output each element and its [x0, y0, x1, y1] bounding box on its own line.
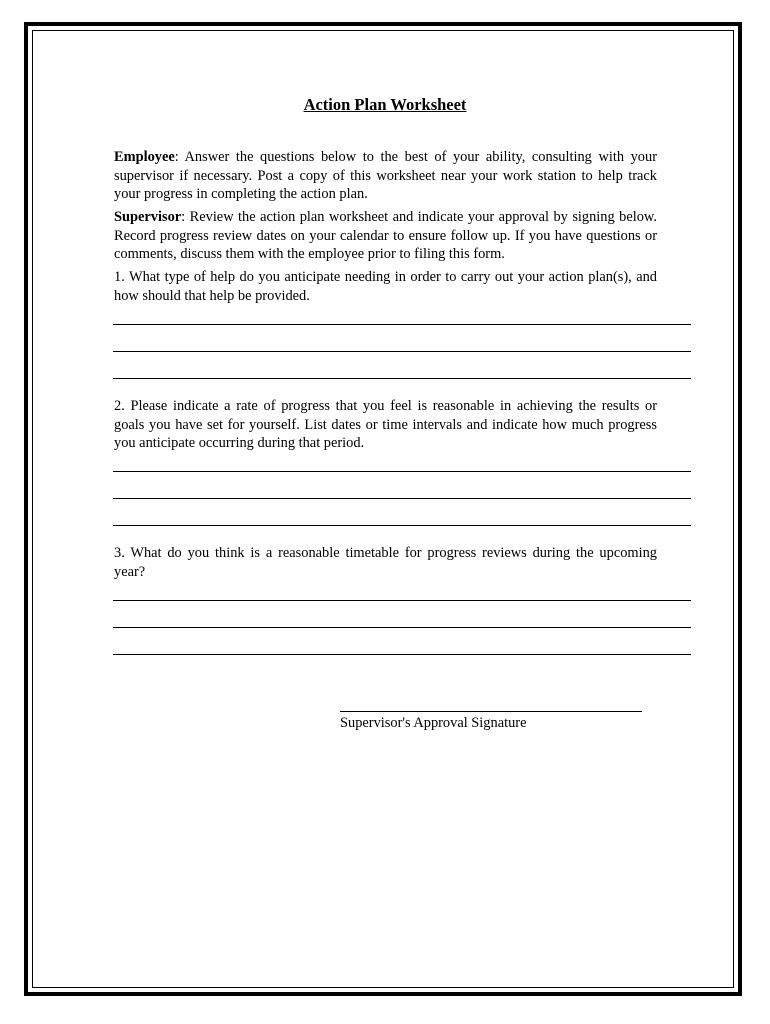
answer-line-3b[interactable]: [113, 627, 691, 628]
supervisor-label: Supervisor: [114, 209, 182, 225]
employee-text: : Answer the questions below to the best of your ability, consulting with your supervisor if necessary. Post a copy of this worksheet near your work station to help track your progress in completing the action plan.: [114, 149, 657, 202]
question-3: 3. What do you think is a reasonable timetable for progress reviews during the upcoming year?: [114, 545, 657, 580]
answer-line-1c[interactable]: [113, 378, 691, 379]
employee-instructions: [114, 148, 657, 204]
supervisor-text: : Review the action plan worksheet and indicate your approval by signing below. Record progress review dates on your calendar to ensure follow up. If you have questions or comments, discuss them with the employee prior to filing this form.: [114, 209, 657, 262]
answer-line-2c[interactable]: [113, 525, 691, 526]
supervisor-instructions: [114, 208, 657, 264]
answer-line-2a[interactable]: [113, 471, 691, 472]
answer-line-1a[interactable]: [113, 324, 691, 325]
answer-line-1b[interactable]: [113, 351, 691, 352]
signature-label: Supervisor's Approval Signature: [340, 715, 527, 731]
answer-line-2b[interactable]: [113, 498, 691, 499]
answer-line-3c[interactable]: [113, 654, 691, 655]
answer-line-3a[interactable]: [113, 600, 691, 601]
signature-line[interactable]: [340, 711, 642, 712]
document-title: Action Plan Worksheet: [303, 95, 467, 114]
employee-label: Employee: [114, 149, 175, 165]
question-1: 1. What type of help do you anticipate needing in order to carry out your action plan(s), and how should that help be provided.: [114, 269, 657, 304]
question-2: 2. Please indicate a rate of progress that you feel is reasonable in achieving the results or goals you have set for yourself. List dates or time intervals and indicate how much progress you anticipate occurring during that period.: [114, 398, 657, 451]
